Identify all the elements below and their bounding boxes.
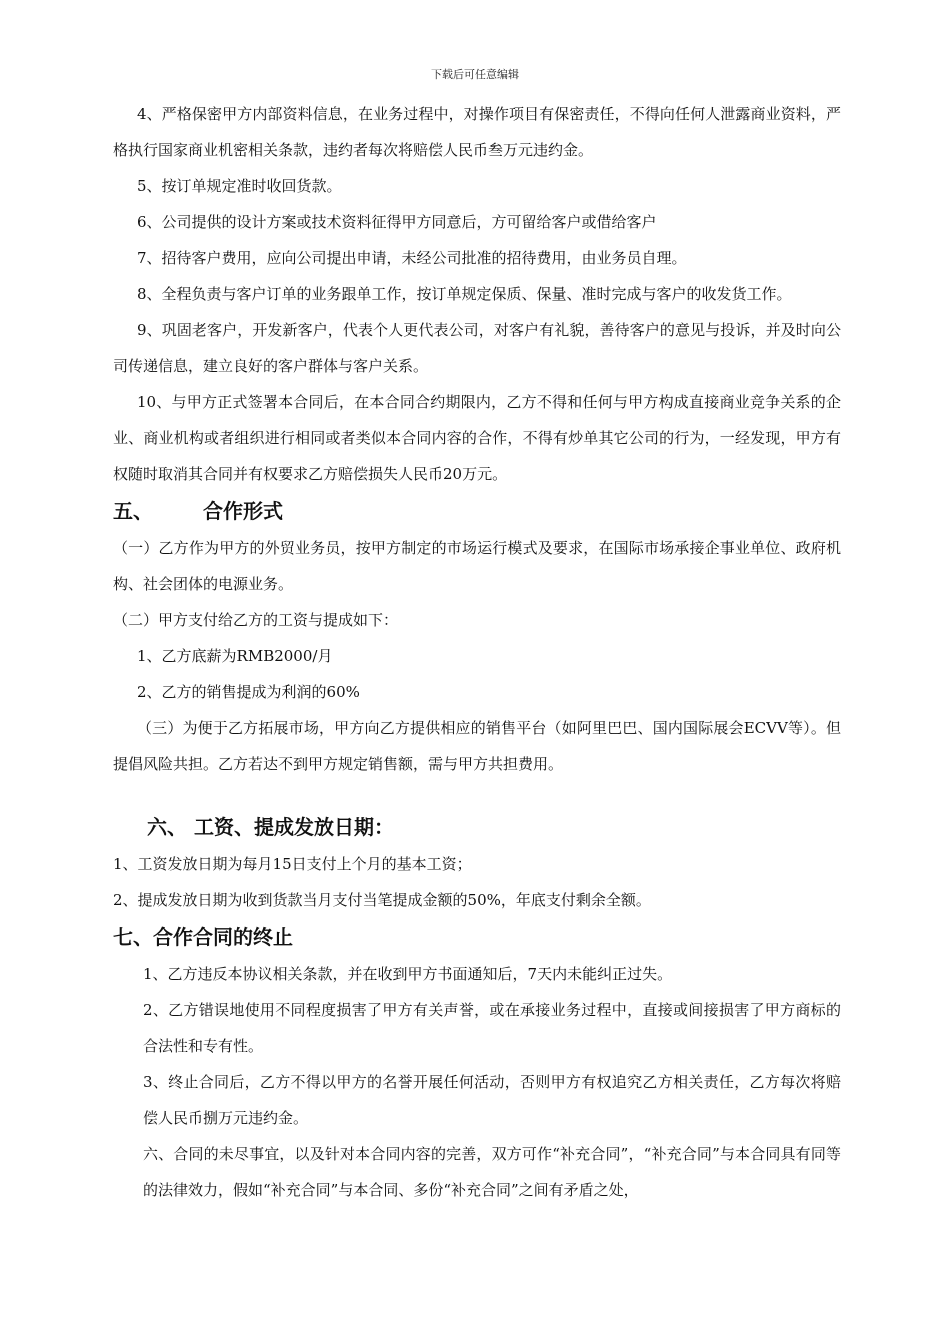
section5-para2: （二）甲方支付给乙方的工资与提成如下： [113,611,399,629]
section7-item4: 六、合同的未尽事宜，以及针对本合同内容的完善，双方可作“补充合同”，“补充合同”与本合同具有同等的法律效力，假如“补充合同”与本合同、多份“补充合同”之间有矛盾之处， [143,1145,841,1199]
section5-title: 合作形式 [203,499,283,523]
clause-7: 7、招待客户费用，应向公司提出申请，未经公司批准的招待费用，由业务员自理。 [137,249,687,267]
section6-item2: 2、提成发放日期为收到货款当月支付当笔提成金额的50%，年底支付剩余全额。 [113,891,651,909]
header-note: 下载后可任意编辑 [431,68,519,81]
section6-heading: 六、 工资、提成发放日期： [147,815,394,839]
clause-6: 6、公司提供的设计方案或技术资料征得甲方同意后，方可留给客户或借给客户 [137,213,657,231]
document-body [113,96,841,1208]
section6-item1: 1、工资发放日期为每月15日支付上个月的基本工资； [113,855,472,873]
clause-4: 4、严格保密甲方内部资料信息，在业务过程中，对操作项目有保密责任，不得向任何人泄露商业资料，严格执行国家商业机密相关条款，违约者每次将赔偿人民币叁万元违约金。 [113,105,841,159]
clause-8: 8、全程负责与客户订单的业务跟单工作，按订单规定保质、保量、准时完成与客户的收发货工作。 [137,285,792,303]
section5-item1: 1、乙方底薪为RMB2000/月 [137,647,333,665]
clause-5: 5、按订单规定准时收回货款。 [137,177,342,195]
section5-para1: （一）乙方作为甲方的外贸业务员，按甲方制定的市场运行模式及要求，在国际市场承接企事业单位、政府机构、社会团体的电源业务。 [113,539,841,593]
section5-number: 五、 [113,499,153,523]
section5-para3: （三）为便于乙方拓展市场，甲方向乙方提供相应的销售平台（如阿里巴巴、国内国际展会ECVV等）。但提倡风险共担。乙方若达不到甲方规定销售额，需与甲方共担费用。 [113,719,841,773]
clause-10: 10、与甲方正式签署本合同后，在本合同合约期限内，乙方不得和任何与甲方构成直接商业竞争关系的企业、商业机构或者组织进行相同或者类似本合同内容的合作，不得有炒单其它公司的行为，一经发现，甲方有权随时取消其合同并有权要求乙方赔偿损失人民币20万元。 [113,393,841,483]
section5-heading [113,492,841,530]
section5-item2: 2、乙方的销售提成为利润的60% [137,683,360,701]
clause-9: 9、巩固老客户，开发新客户，代表个人更代表公司，对客户有礼貌，善待客户的意见与投诉，并及时向公司传递信息，建立良好的客户群体与客户关系。 [113,321,841,375]
section7-item3: 3、终止合同后，乙方不得以甲方的名誉开展任何活动，否则甲方有权追究乙方相关责任，乙方每次将赔偿人民币捌万元违约金。 [143,1073,841,1127]
section7-heading: 七、合作合同的终止 [113,925,293,949]
section7-item1: 1、乙方违反本协议相关条款，并在收到甲方书面通知后，7天内未能纠正过失。 [143,965,673,983]
section7-item2: 2、乙方错误地使用不同程度损害了甲方有关声誉，或在承接业务过程中，直接或间接损害了甲方商标的合法性和专有性。 [143,1001,841,1055]
